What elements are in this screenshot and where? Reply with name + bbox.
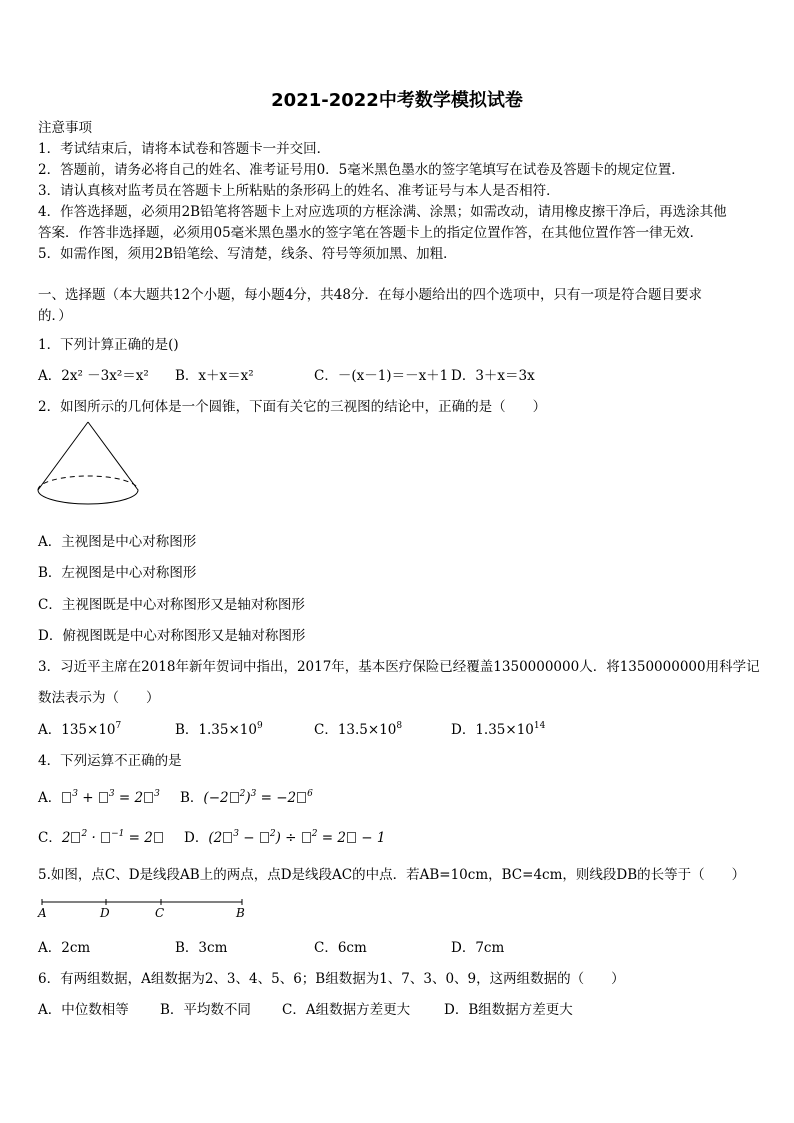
q4-option-a: A． $^3$ + $^3$ = 2 $^3$	[38, 789, 160, 806]
q3-option-d: D．$1.35\times 10^{14}$	[451, 721, 546, 738]
q3-option-b: B．$1.35\times 10^9$	[175, 721, 263, 738]
q3-option-c: C．$13.5\times 10^8$	[314, 721, 403, 738]
q6-stem: 6．有两组数据，A组数据为2、3、4、5、6；B组数据为1、7、3、0、9，这两组数据的（ ）	[38, 971, 625, 987]
exam-title: 2021-2022中考数学模拟试卷	[271, 90, 523, 111]
notice-item-2: 2．答题前，请务必将自己的姓名、准考证号用0．5毫米黑色墨水的签字笔填写在试卷及答题卡的规定位置．	[38, 162, 685, 178]
point-label-a: A	[38, 906, 47, 920]
notice-item-3: 3．请认真核对监考员在答题卡上所粘贴的条形码上的姓名、准考证号与本人是否相符．	[38, 183, 560, 199]
point-label-b: B	[236, 906, 245, 920]
q5-option-b: B．3cm	[175, 940, 228, 956]
q4-option-d: D．(2 $^3$ − $^2$) ÷ $^2$ = 2 − 1	[184, 829, 386, 846]
notice-item-4-cont: 答案．作答非选择题，必须用05毫米黑色墨水的签字笔在答题卡上的指定位置作答，在其他位置作答一律无效．	[38, 225, 704, 241]
q4-option-b: B．(−2 $^2$)$^3$ = −2 $^6$	[180, 789, 313, 806]
q4-option-c: C．2 $^2$ · $^{-1}$ = 2	[38, 826, 164, 846]
q6-option-a: A．中位数相等	[38, 1002, 129, 1018]
q1-option-d: D．3＋x＝3x	[451, 368, 535, 384]
q2-stem: 2．如图所示的几何体是一个圆锥，下面有关它的三视图的结论中，正确的是（ ）	[38, 399, 547, 415]
q6-option-d: D．B组数据方差更大	[444, 1002, 573, 1018]
section-heading-line2: 的．）	[38, 308, 72, 324]
q4-stem: 4．下列运算不正确的是	[38, 753, 182, 769]
notice-item-1: 1．考试结束后，请将本试卷和答题卡一并交回．	[38, 141, 331, 157]
q5-option-c: C．6cm	[314, 940, 367, 956]
q2-option-b: B．左视图是中心对称图形	[38, 565, 197, 581]
q1-option-b: B．x＋x＝x²	[175, 368, 254, 384]
section-heading-line1: 一、选择题（本大题共12个小题，每小题4分，共48分．在每小题给出的四个选项中，只有一项是符合题目要求	[38, 287, 702, 303]
q1-stem: 1．下列计算正确的是()	[38, 337, 179, 353]
q3-option-a: A．$135\times 10^7$	[38, 721, 122, 738]
q3-stem-cont: 数法表示为（ ）	[38, 690, 160, 706]
segment-figure	[36, 894, 250, 920]
q2-option-d: D．俯视图既是中心对称图形又是轴对称图形	[38, 628, 306, 644]
q1-option-a: A．2x² －3x²＝x²	[38, 368, 149, 384]
q5-option-d: D．7cm	[451, 940, 505, 956]
q1-option-c: C．－(x－1)＝－x＋1	[314, 368, 449, 384]
point-label-d: D	[100, 906, 110, 920]
point-label-c: C	[155, 906, 165, 920]
q2-option-c: C．主视图既是中心对称图形又是轴对称图形	[38, 597, 305, 613]
notice-heading: 注意事项	[38, 120, 92, 136]
q5-stem: 5.如图，点C、D是线段AB上的两点，点D是线段AC的中点．若AB=10cm，BC=4cm，则线段DB的长等于（ ）	[38, 867, 746, 883]
q5-option-a: A．2cm	[38, 940, 91, 956]
q6-option-c: C．A组数据方差更大	[282, 1002, 411, 1018]
q6-option-b: B．平均数不同	[160, 1002, 251, 1018]
cone-figure	[36, 418, 144, 522]
notice-item-5: 5．如需作图，须用2B铅笔绘、写清楚，线条、符号等须加黑、加粗．	[38, 246, 457, 262]
notice-item-4: 4．作答选择题，必须用2B铅笔将答题卡上对应选项的方框涂满、涂黑；如需改动，请用橡皮擦干净后，再选涂其他	[38, 204, 727, 220]
q3-stem: 3．习近平主席在2018年新年贺词中指出，2017年，基本医疗保险已经覆盖1350000000人．将1350000000用科学记	[38, 659, 760, 675]
q2-option-a: A．主视图是中心对称图形	[38, 534, 197, 550]
